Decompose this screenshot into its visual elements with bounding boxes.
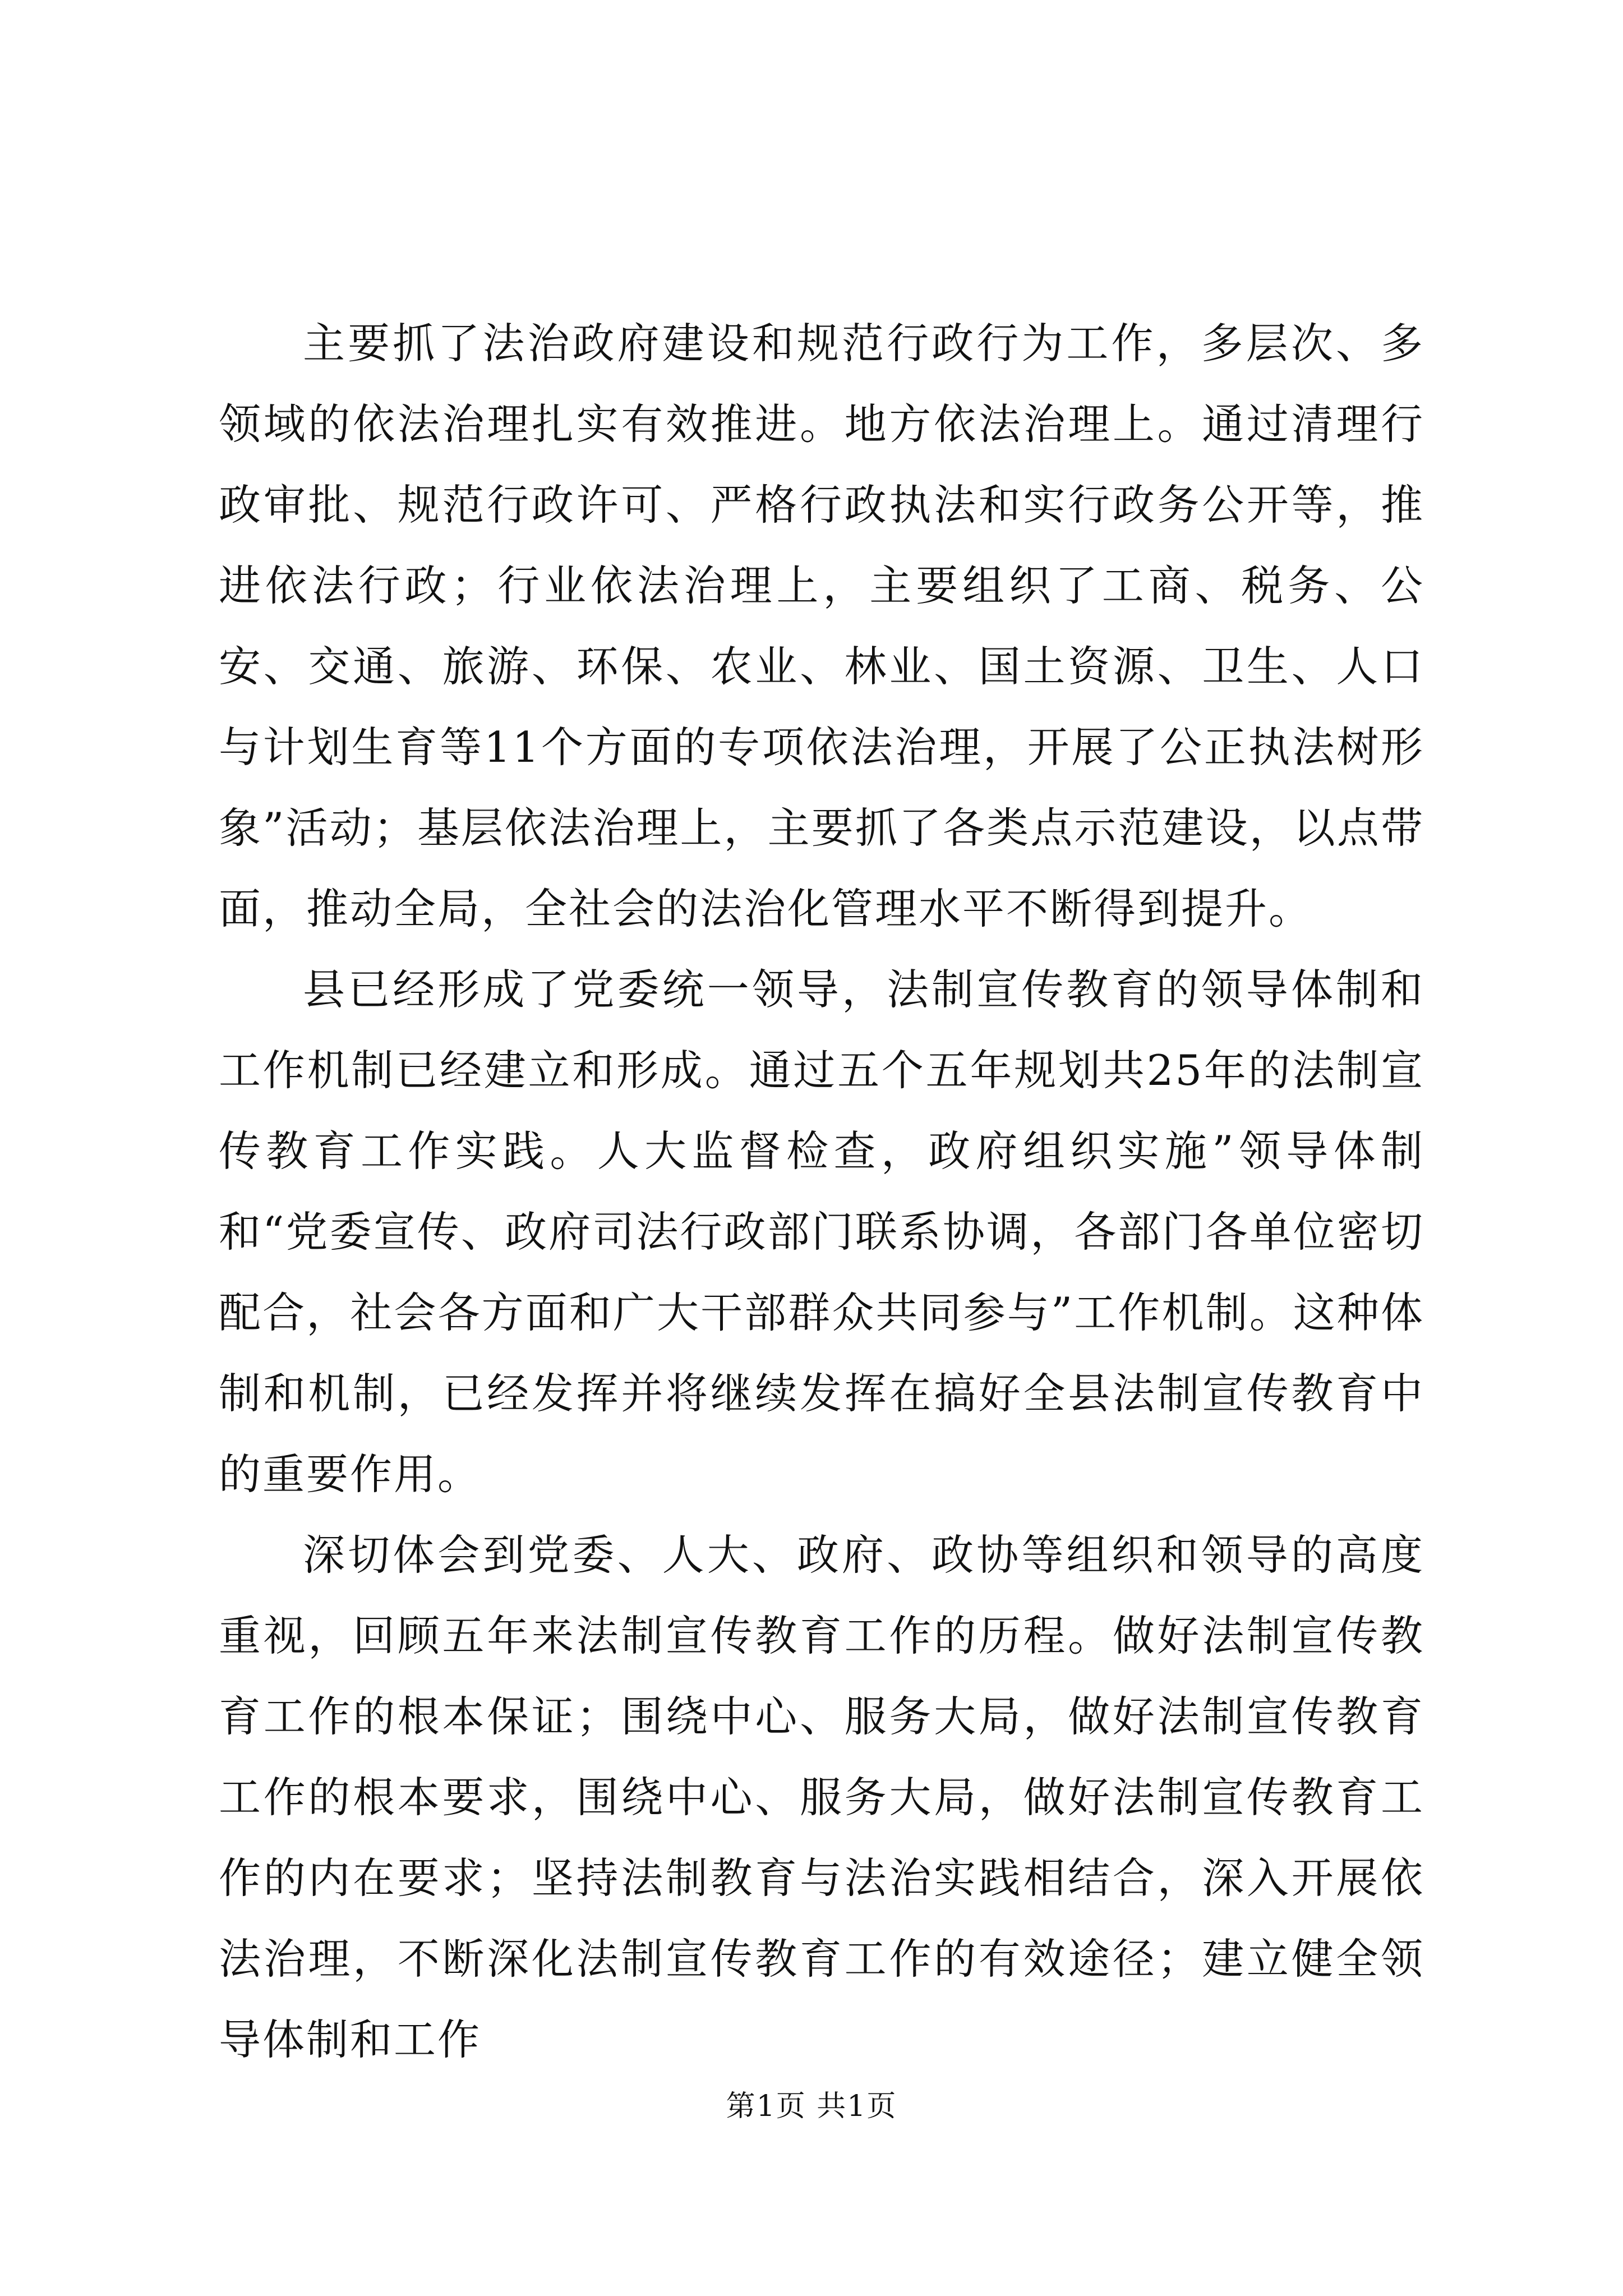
paragraph-2: 县已经形成了党委统一领导，法制宣传教育的领导体制和工作机制已经建立和形成。通过五个五年规划共25年的法制宣传教育工作实践。人大监督检查，政府组织实施”领导体制和“党委宣传、政府司法行政部门联系协调，各部门各单位密切配合，社会各方面和广大干部群众共同参与”工作机制。这种体制和机制，已经发挥并将继续发挥在搞好全县法制宣传教育中的重要作用。	[219, 965, 1424, 1499]
paragraph-1: 主要抓了法治政府建设和规范行政行为工作，多层次、多领域的依法治理扎实有效推进。地方依法治理上。通过清理行政审批、规范行政许可、严格行政执法和实行政务公开等，推进依法行政；行业依法治理上，主要组织了工商、税务、公安、交通、旅游、环保、农业、林业、国土资源、卫生、人口与计划生育等11个方面的专项依法治理，开展了公正执法树形象”活动；基层依法治理上，主要抓了各类点示范建设，以点带面，推动全局，全社会的法治化管理水平不断得到提升。	[219, 319, 1424, 933]
page-footer: 第1页 共1页	[726, 2090, 897, 2123]
paragraph-3: 深切体会到党委、人大、政府、政协等组织和领导的高度重视，回顾五年来法制宣传教育工作的历程。做好法制宣传教育工作的根本保证；围绕中心、服务大局，做好法制宣传教育工作的根本要求，围绕中心、服务大局，做好法制宣传教育工作的内在要求；坚持法制教育与法治实践相结合，深入开展依法治理，不断深化法制宣传教育工作的有效途径；建立健全领导体制和工作	[219, 1530, 1424, 2064]
document-body	[219, 303, 1424, 2080]
